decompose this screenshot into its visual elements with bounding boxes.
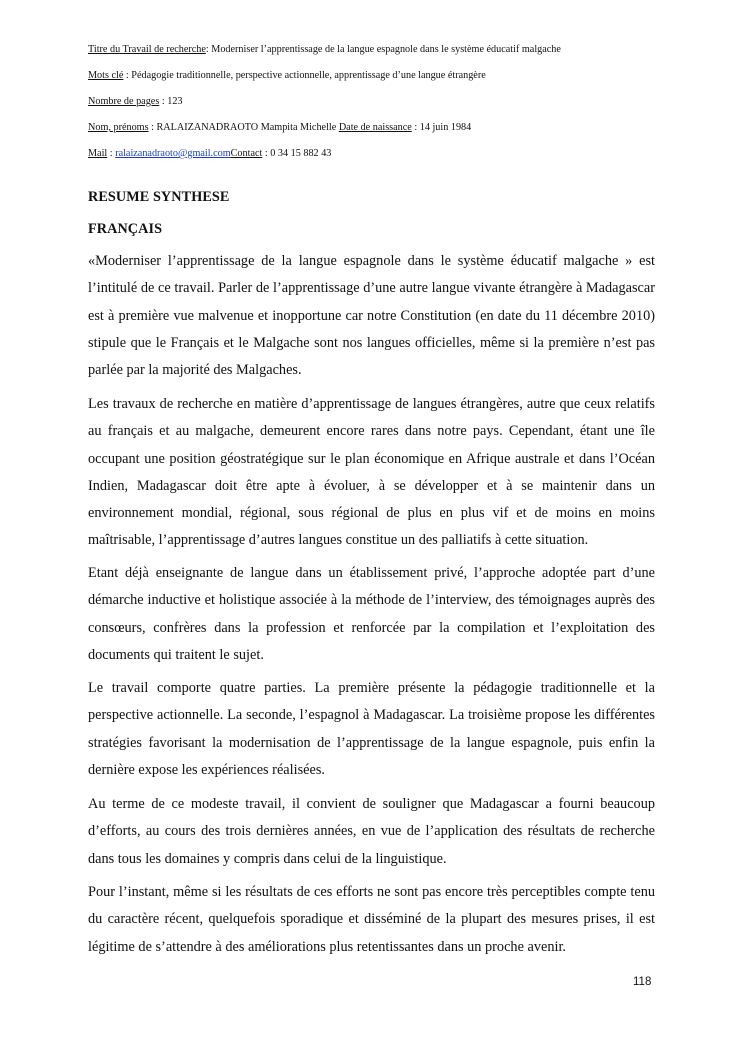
meta-title-label: Titre du Travail de recherche (88, 44, 206, 55)
meta-pages-label: Nombre de pages (88, 96, 160, 107)
meta-birth-label: Date de naissance (338, 122, 412, 133)
paragraph-4: Le travail comporte quatre parties. La première présente la pédagogie traditionnelle et la perspective actionnelle. La seconde, l’espagnol à Madagascar. La troisième propose les différentes stratégies favorisant la modernisation de l’apprentissage de la langue espagnole, puis enfin la dernière expose les expériences réalisées. (88, 680, 655, 778)
meta-name-line (88, 121, 471, 135)
meta-birth-value: : 14 juin 1984 (411, 122, 472, 133)
meta-keywords-value: : Pédagogie traditionnelle, perspective actionnelle, apprentissage d’une langue étrangère (123, 70, 486, 81)
meta-mail-line (88, 147, 331, 161)
meta-contact-label: Contact (230, 148, 263, 159)
paragraph-5: Au terme de ce modeste travail, il convient de souligner que Madagascar a fourni beaucoup d’efforts, au cours des trois dernières années, en vue de l’application des résultats de recherche dans tous les domaines y compris dans celui de la linguistique. (88, 796, 655, 867)
paragraph-3: Etant déjà enseignante de langue dans un établissement privé, l’approche adoptée part d’une démarche inductive et holistique associée à la méthode de l’interview, des témoignages auprès des consœurs, confrères dans la profession et renforcée par la compilation et l’exploitation des documents qui traitent le sujet. (88, 565, 655, 663)
meta-title-value: : Moderniser l’apprentissage de la langue espagnole dans le système éducatif malgache (205, 44, 561, 55)
meta-contact-value: : 0 34 15 882 43 (262, 148, 332, 159)
paragraph-6: Pour l’instant, même si les résultats de ces efforts ne sont pas encore très perceptibles compte tenu du caractère récent, quelquefois sporadique et disséminé de la plupart des mesures prises, il est légitime de s’attendre à des améliorations plus retentissantes dans un proche avenir. (88, 884, 655, 955)
summary-heading: RESUME SYNTHESE (88, 189, 230, 205)
email-link[interactable]: ralaizanadraoto@gmail.com (115, 148, 231, 159)
meta-title-line (88, 43, 561, 57)
meta-keywords-label: Mots clé (88, 70, 124, 81)
meta-keywords-line (88, 69, 486, 83)
meta-pages-value: : 123 (159, 96, 183, 107)
paragraph-1: «Moderniser l’apprentissage de la langue espagnole dans le système éducatif malgache » est l’intitulé de ce travail. Parler de l’apprentissage d’une autre langue vivante étrangère à Madagascar est à première vue malvenue et inopportune car notre Constitution (en date du 11 décembre 2010) stipule que le Français et le Malgache sont nos langues officielles, même si la première n’est pas parlée par la majorité des Malgaches. (88, 253, 655, 379)
meta-mail-label: Mail (88, 148, 108, 159)
paragraph-2: Les travaux de recherche en matière d’apprentissage de langues étrangères, autre que ceux relatifs au français et au malgache, demeurent encore rares dans notre pays. Cependant, étant une île occupant une position géostratégique sur le plan économique en Afrique australe et dans l’Océan Indien, Madagascar doit être apte à évoluer, à se développer et à se maintenir dans un environnement mondial, régional, sous régional de plus en plus vif et de moins en moins maîtrisable, l’apprentissage d’autres langues constitue un des palliatifs à cette situation. (88, 396, 655, 549)
meta-name-value: : RALAIZANADRAOTO Mampita Michelle (148, 122, 339, 133)
meta-name-label: Nom, prénoms (88, 122, 149, 133)
page-number: 118 (633, 976, 652, 988)
meta-pages-line (88, 95, 183, 109)
meta-mail-sep: : (107, 148, 116, 159)
language-heading: FRANÇAIS (88, 221, 163, 237)
